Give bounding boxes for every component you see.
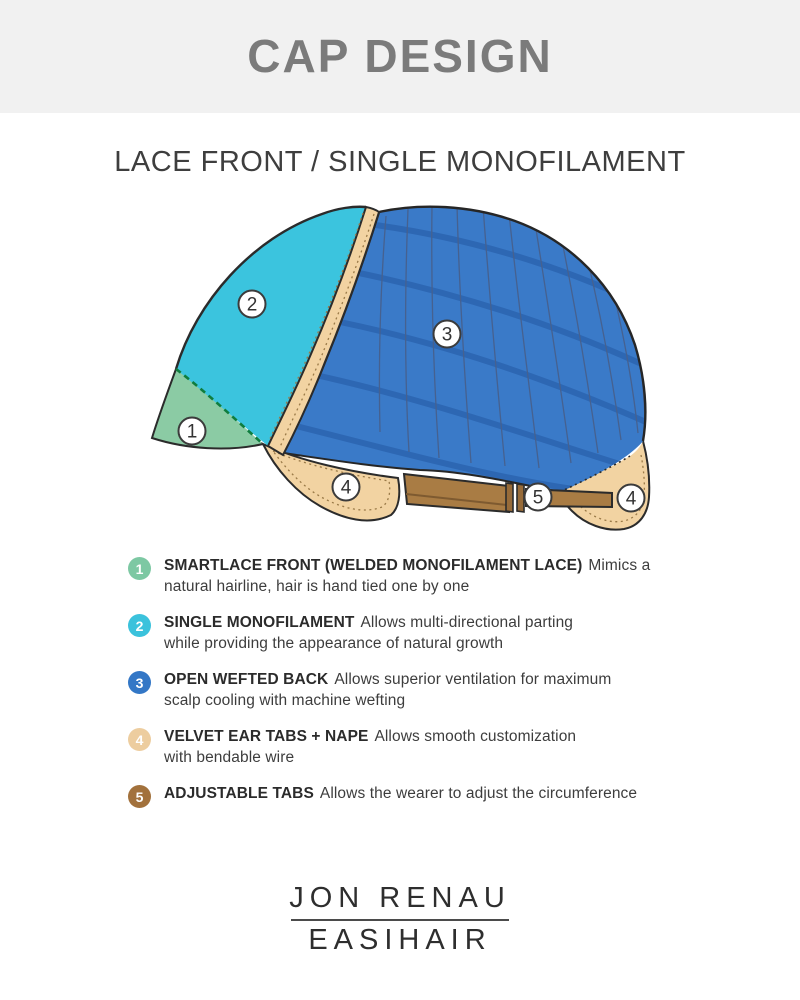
marker-monofilament <box>239 291 266 318</box>
cap-diagram-svg <box>140 196 680 552</box>
svg-text:2: 2 <box>246 294 258 316</box>
legend-desc-2b: while providing the appearance of natural growth <box>164 634 504 652</box>
logo-divider <box>291 919 509 921</box>
cap-diagram <box>140 196 680 552</box>
legend-desc-2a: Allows multi-directional parting <box>360 614 574 631</box>
legend-label-2: SINGLE MONOFILAMENT <box>164 614 355 631</box>
legend-item-smartlace-front <box>128 556 673 597</box>
diagram-subtitle: LACE FRONT / SINGLE MONOFILAMENT <box>114 146 686 178</box>
legend-text-5 <box>164 784 637 808</box>
legend-desc-3b: scalp cooling with machine wefting <box>164 691 406 709</box>
legend-item-adjustable-tabs <box>128 784 673 808</box>
legend-desc-3a: Allows superior ventilation for maximum <box>334 671 612 688</box>
legend-text-1 <box>164 556 650 597</box>
legend-bullet-5: 5 <box>128 785 151 808</box>
legend-bullet-1: 1 <box>128 557 151 580</box>
legend-item-open-wefted-back <box>128 670 673 711</box>
legend-text-4 <box>164 727 576 768</box>
brand-name: JON RENAU <box>289 882 511 914</box>
svg-text:5: 5 <box>532 487 544 509</box>
legend-label-4: VELVET EAR TABS + NAPE <box>164 728 369 745</box>
legend <box>128 556 673 824</box>
legend-item-single-monofilament <box>128 613 673 654</box>
legend-text-3 <box>164 670 611 711</box>
svg-text:4: 4 <box>340 477 352 499</box>
legend-desc-1b: natural hairline, hair is hand tied one by one <box>164 577 470 595</box>
brand-subname: EASIHAIR <box>308 924 492 956</box>
legend-desc-1a: Mimics a <box>588 557 651 574</box>
marker-nape <box>618 485 645 512</box>
marker-adjustable-tab <box>525 484 552 511</box>
legend-label-1: SMARTLACE FRONT (WELDED MONOFILAMENT LACE) <box>164 557 583 574</box>
svg-text:1: 1 <box>186 421 198 443</box>
legend-bullet-4: 4 <box>128 728 151 751</box>
legend-item-velvet-ear-tabs <box>128 727 673 768</box>
brand-logo <box>0 882 800 957</box>
marker-wefted-back <box>434 321 461 348</box>
legend-label-3: OPEN WEFTED BACK <box>164 671 329 688</box>
legend-bullet-3: 3 <box>128 671 151 694</box>
legend-desc-4a: Allows smooth customization <box>374 728 577 745</box>
marker-lace-front <box>179 418 206 445</box>
header-band <box>0 0 800 113</box>
legend-label-5: ADJUSTABLE TABS <box>164 785 314 802</box>
page-title: CAP DESIGN <box>247 30 553 82</box>
legend-desc-5a: Allows the wearer to adjust the circumference <box>319 785 638 802</box>
svg-text:4: 4 <box>625 488 637 510</box>
marker-ear-tab-left <box>333 474 360 501</box>
svg-text:3: 3 <box>441 324 453 346</box>
legend-text-2 <box>164 613 573 654</box>
legend-desc-4b: with bendable wire <box>164 748 295 766</box>
legend-bullet-2: 2 <box>128 614 151 637</box>
